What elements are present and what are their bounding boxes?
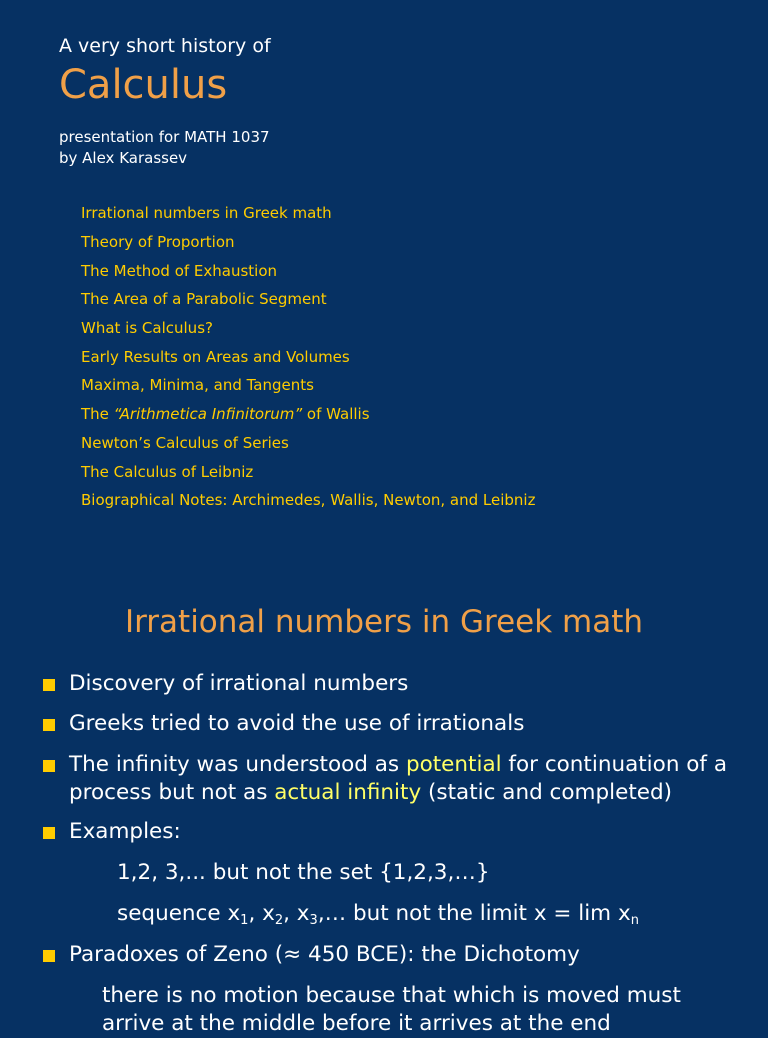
toc-item-label <box>81 405 370 423</box>
bullet-text-part: (static and completed) <box>421 780 673 805</box>
pretitle: A very short history of <box>59 35 271 57</box>
sub-bullet-item <box>76 900 639 935</box>
credit-course: presentation for MATH 1037 <box>59 128 270 146</box>
toc-item-label-italic: “Arithmetica Infinitorum” <box>113 405 303 424</box>
toc-item <box>52 256 535 285</box>
bullet-item <box>40 710 524 738</box>
toc-item <box>52 429 535 458</box>
text-part: , x <box>248 901 275 926</box>
sub-bullet-text: 1,2, 3,... but not the set {1,2,3,…} <box>117 860 490 885</box>
toc-item <box>52 228 535 257</box>
highlight-actual-infinity: actual infinity <box>274 780 422 805</box>
bullet-text: Paradoxes of Zeno (≈ 450 BCE): the Dichotomy <box>69 942 580 967</box>
toc-item-label: Early Results on Areas and Volumes <box>81 347 350 366</box>
bullet-item <box>40 941 580 969</box>
toc-item <box>52 371 535 400</box>
subscript: 2 <box>274 913 284 928</box>
subscript: 1 <box>240 913 249 928</box>
sub-bullet-text: there is no motion because that which is moved must arrive at the middle before it arrives at the end <box>102 983 681 1036</box>
table-of-contents <box>52 199 535 515</box>
bullet-item <box>40 818 181 846</box>
square-bullet-icon <box>43 679 55 691</box>
sub-bullet-item <box>76 859 490 887</box>
credit <box>59 127 270 169</box>
bullet-item <box>40 751 740 807</box>
toc-item <box>52 342 535 371</box>
toc-item-label: Biographical Notes: Archimedes, Wallis, Newton, and Leibniz <box>81 491 536 510</box>
toc-item-label: The Calculus of Leibniz <box>81 462 254 481</box>
subscript: n <box>630 913 639 928</box>
sub-bullet-item <box>76 982 736 1038</box>
toc-item-label: What is Calculus? <box>81 319 213 338</box>
presentation-title: Calculus <box>59 62 228 108</box>
toc-item-label: The Area of a Parabolic Segment <box>81 290 327 309</box>
bullet-text: Greeks tried to avoid the use of irrationals <box>69 711 525 736</box>
toc-item-label: The Method of Exhaustion <box>81 261 278 280</box>
credit-author: by Alex Karassev <box>59 149 188 167</box>
toc-item <box>52 400 535 429</box>
highlight-potential: potential <box>405 752 502 777</box>
toc-item-label: Irrational numbers in Greek math <box>81 204 332 223</box>
toc-item-label: Newton’s Calculus of Series <box>81 433 289 452</box>
toc-item-label: Theory of Proportion <box>81 233 235 252</box>
toc-item-label: Maxima, Minima, and Tangents <box>81 376 314 395</box>
square-bullet-icon <box>43 760 55 772</box>
slide-irrational-numbers <box>0 560 768 1036</box>
square-bullet-icon <box>43 719 55 731</box>
toc-item <box>52 486 535 515</box>
text-part: ,… but not the limit x = lim x <box>317 901 631 926</box>
toc-item <box>52 457 535 486</box>
text-part: sequence x <box>117 901 241 926</box>
toc-item <box>52 285 535 314</box>
text-part: , x <box>283 901 310 926</box>
toc-item-label-pre: The <box>81 405 114 424</box>
bullet-item <box>40 670 408 698</box>
bullet-text: Discovery of irrational numbers <box>69 671 409 696</box>
square-bullet-icon <box>43 827 55 839</box>
toc-item <box>52 314 535 343</box>
sub-bullet-text <box>117 900 639 935</box>
slide-heading: Irrational numbers in Greek math <box>124 604 644 640</box>
subscript: 3 <box>309 913 318 928</box>
toc-item <box>52 199 535 228</box>
square-bullet-icon <box>43 950 55 962</box>
bullet-text-part: for continuation of a process but not as <box>69 752 728 805</box>
bullet-text-part: The infinity was understood as <box>69 752 406 777</box>
toc-item-label-post: of Wallis <box>302 405 370 424</box>
bullet-text <box>69 751 740 807</box>
bullet-text: Examples: <box>69 819 181 844</box>
